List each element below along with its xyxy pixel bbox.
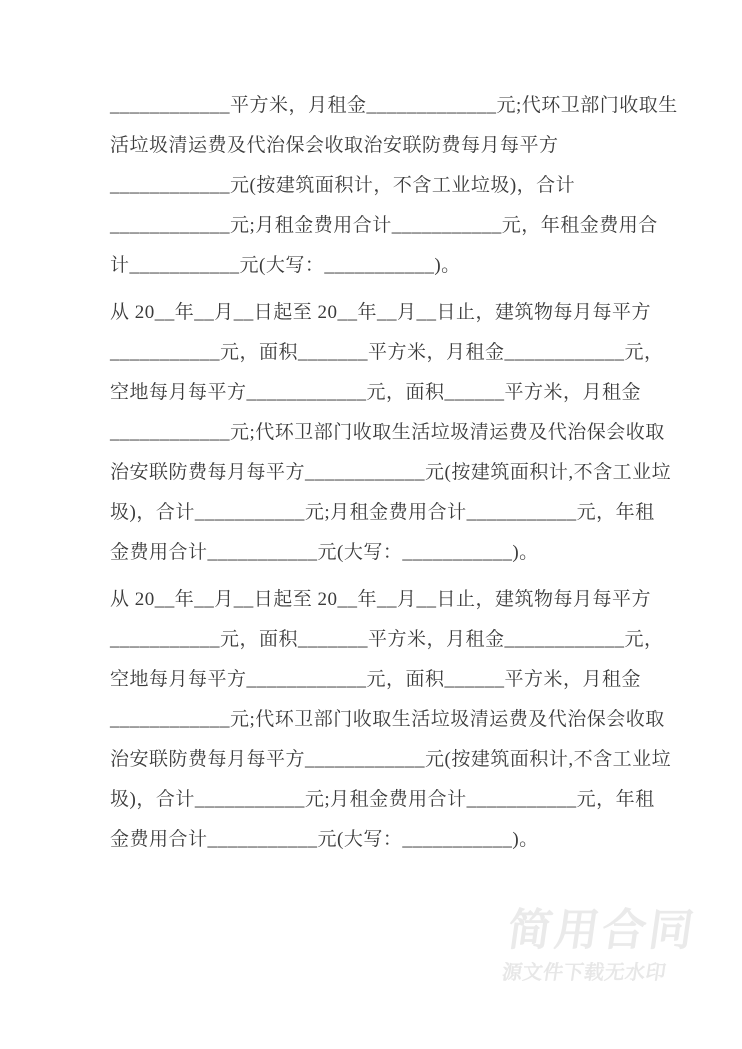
contract-line: 从 20__年__月__日起至 20__年__月__日止，建筑物每月每平方 — [110, 589, 652, 610]
contract-paragraph-2 — [110, 293, 672, 573]
contract-text-block — [110, 86, 678, 860]
contract-line: 计___________元(大写：___________)。 — [110, 255, 461, 276]
contract-line: 从 20__年__月__日起至 20__年__月__日止，建筑物每月每平方 — [110, 302, 652, 323]
contract-paragraph-1 — [110, 86, 678, 286]
contract-line: ____________元;代环卫部门收取生活垃圾清运费及代治保会收取 — [110, 422, 665, 443]
contract-paragraph-3 — [110, 580, 672, 860]
contract-line: ____________平方米，月租金_____________元;代环卫部门收取生 — [110, 95, 678, 116]
contract-line: 金费用合计___________元(大写：___________)。 — [110, 829, 539, 850]
contract-line: 空地每月每平方____________元，面积______平方米，月租金 — [110, 382, 642, 403]
contract-line: 圾)，合计___________元;月租金费用合计___________元，年租 — [110, 789, 655, 810]
watermark-brand-text: 简用合同 — [504, 906, 700, 955]
contract-line: 治安联防费每月每平方____________元(按建筑面积计,不含工业垃 — [110, 462, 672, 483]
contract-line: 圾)，合计___________元;月租金费用合计___________元，年租 — [110, 502, 655, 523]
watermark-tagline-text: 源文件下载无水印 — [500, 962, 668, 984]
contract-line: 治安联防费每月每平方____________元(按建筑面积计,不含工业垃 — [110, 749, 672, 770]
contract-line: 金费用合计___________元(大写：___________)。 — [110, 542, 539, 563]
contract-line: ___________元，面积_______平方米，月租金____________元， — [110, 342, 664, 363]
contract-line: 活垃圾清运费及代治保会收取治安联防费每月每平方 — [110, 135, 559, 156]
contract-line: ____________元;代环卫部门收取生活垃圾清运费及代治保会收取 — [110, 709, 665, 730]
contract-line: 空地每月每平方____________元，面积______平方米，月租金 — [110, 669, 642, 690]
site-watermark — [501, 906, 700, 984]
contract-line: ____________元;月租金费用合计___________元，年租金费用合 — [110, 215, 658, 236]
contract-line: ___________元，面积_______平方米，月租金____________元， — [110, 629, 664, 650]
contract-line: ____________元(按建筑面积计，不含工业垃圾)，合计 — [110, 175, 576, 196]
